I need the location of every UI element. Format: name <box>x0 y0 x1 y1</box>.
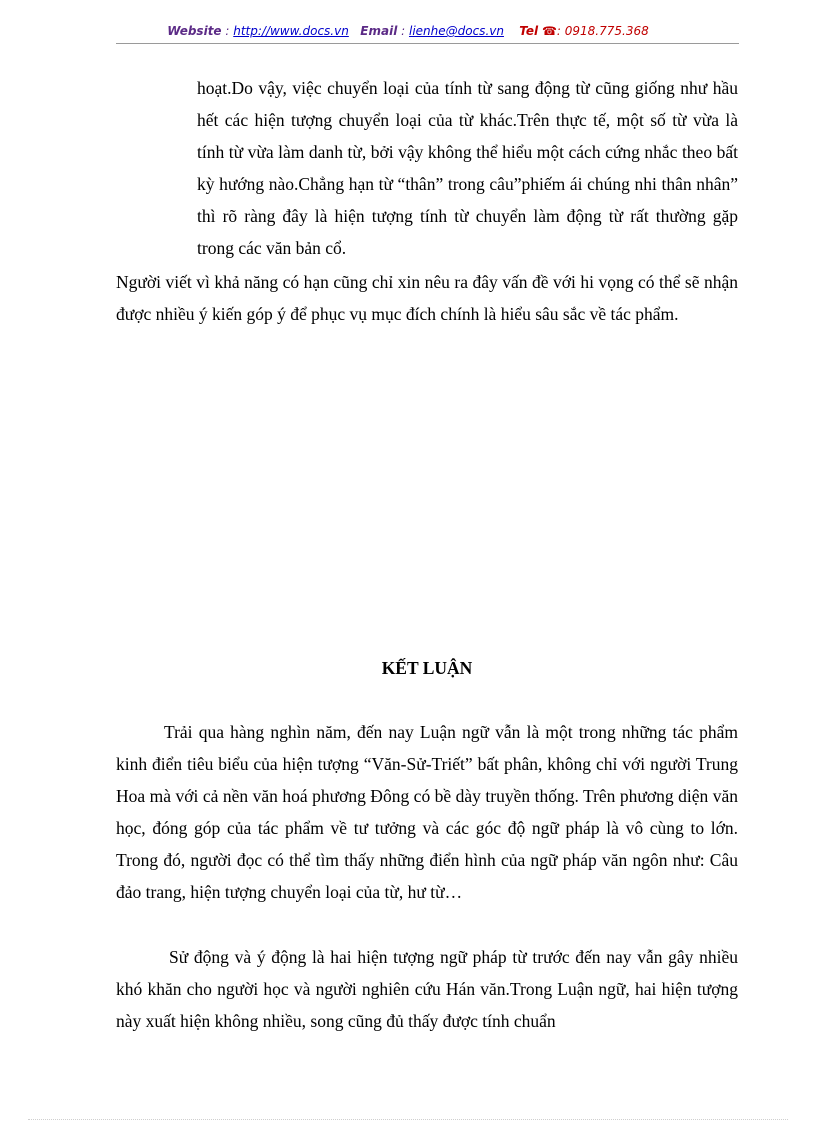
body-paragraph-1: hoạt.Do vậy, việc chuyển loại của tính từ sang động từ cũng giống như hầu hết các hiện tượng chuyển loại của từ khác.Trên thực tế, một số từ vừa là tính từ vừa làm danh từ, bởi vậy không thể hiểu một cách cứng nhắc theo bất kỳ hướng nào.Chẳng hạn từ “thân” trong câu”phiếm ái chúng nhi thân nhân” thì rõ ràng đây là hiện tượng tính từ chuyển làm động từ rất thường gặp trong các văn bản cổ. <box>197 78 738 258</box>
phone-icon: ☎ <box>541 24 557 38</box>
header-divider <box>116 43 739 44</box>
website-separator: : <box>221 24 234 38</box>
body-paragraph-4: Sử động và ý động là hai hiện tượng ngữ pháp từ trước đến nay vẫn gây nhiều khó khăn cho người học và người nghiên cứu Hán văn.Trong Luận ngữ, hai hiện tượng này xuất hiện không nhiều, song cũng đủ thấy được tính chuẩn <box>116 947 738 1031</box>
email-link[interactable]: lienhe@docs.vn <box>408 24 504 38</box>
body-paragraph-2: Người viết vì khả năng có hạn cũng chỉ xin nêu ra đây vấn đề với hi vọng có thể sẽ nhận được nhiều ý kiến góp ý để phục vụ mục đích chính là hiểu sâu sắc về tác phẩm. <box>116 272 738 324</box>
body-paragraph-3: Trải qua hàng nghìn năm, đến nay Luận ngữ vẫn là một trong những tác phẩm kinh điển tiêu biểu của hiện tượng “Văn-Sử-Triết” bất phân, không chỉ với người Trung Hoa mà với cả nền văn hoá phương Đông có bề dày truyền thống. Trên phương diện văn học, đóng góp của tác phẩm về tư tưởng và các góc độ ngữ pháp là vô cùng to lớn. Trong đó, người đọc có thể tìm thấy những điển hình của ngữ pháp văn ngôn như: Câu đảo trang, hiện tượng chuyển loại của từ, hư từ… <box>116 722 738 902</box>
email-label: Email <box>360 24 398 38</box>
tel-label: Tel <box>519 24 539 38</box>
section-title: KẾT LUẬN <box>381 658 473 678</box>
website-label: Website <box>167 24 222 38</box>
tel-number: : 0918.775.368 <box>556 24 649 38</box>
website-link[interactable]: http://www.docs.vn <box>233 24 349 38</box>
email-separator: : <box>397 24 409 38</box>
page-header <box>0 24 816 38</box>
footer-divider <box>28 1119 788 1120</box>
